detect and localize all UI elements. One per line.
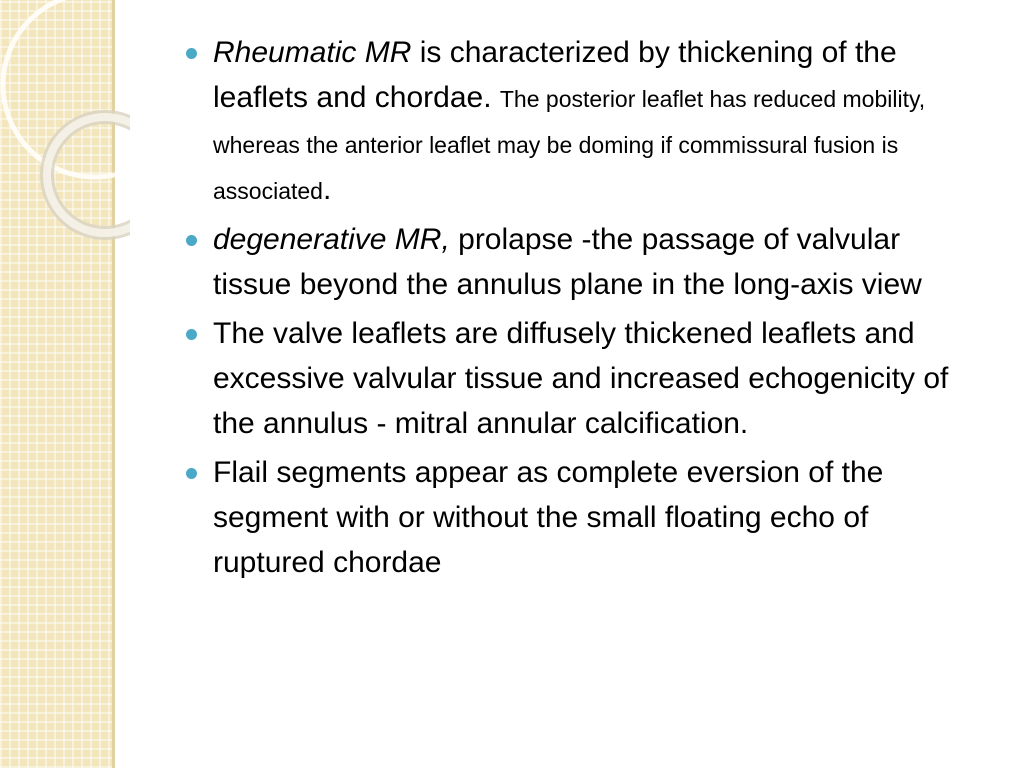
slide-content — [184, 30, 984, 589]
bullet-text: The valve leaflets are diffusely thickened leaflets and excessive valvular tissue and increased echogenicity of the annulus - mitral annular calcification. — [213, 317, 949, 440]
bullet-list — [184, 30, 984, 585]
bullet-text: Flail segments appear as complete eversion of the segment with or without the small floating echo of ruptured chordae — [213, 456, 884, 579]
decorative-ring-large — [3, 0, 130, 177]
decorative-rings — [0, 0, 130, 260]
bullet-dot-icon — [186, 235, 197, 246]
bullet-text: prolapse -the passage of valvular tissue beyond the annulus plane in the long-axis view — [213, 223, 922, 301]
bullet-period: . — [322, 173, 332, 206]
bullet-detail-text: The posterior leaflet has reduced mobility, whereas the anterior leaflet may be doming if commissural fusion is associated — [213, 86, 926, 204]
term-degenerative-mr: degenerative MR, — [213, 223, 450, 256]
bullet-item — [184, 311, 984, 446]
bullet-dot-icon — [186, 48, 197, 59]
bullet-item — [184, 217, 984, 307]
term-rheumatic-mr: Rheumatic MR — [213, 36, 412, 69]
bullet-dot-icon — [186, 468, 197, 479]
bullet-dot-icon — [186, 329, 197, 340]
bullet-item — [184, 450, 984, 585]
bullet-text: is characterized by thickening of the leaflets and chordae. — [213, 36, 897, 114]
bullet-item — [184, 30, 984, 213]
